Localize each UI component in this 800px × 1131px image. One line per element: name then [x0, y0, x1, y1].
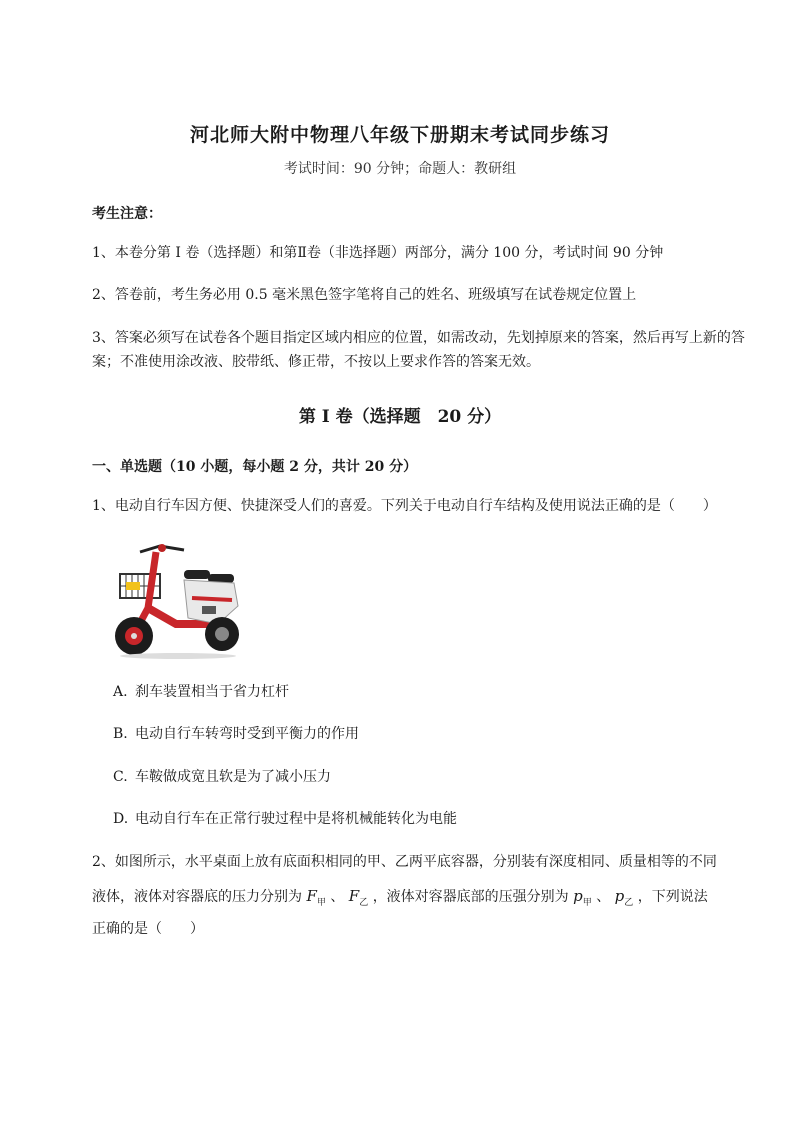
q1-option-d: [113, 808, 457, 828]
force-symbol: F: [306, 887, 317, 905]
notice-title: 考生注意：: [92, 206, 162, 222]
option-letter: D.: [113, 811, 129, 827]
notice-item-1: 1、本卷分第 I 卷（选择题）和第Ⅱ卷（非选择题）两部分，满分 100 分，考试时间 90 分钟: [92, 245, 664, 261]
force-symbol: F: [348, 887, 360, 905]
option-text: 刹车装置相当于省力杠杆: [135, 684, 289, 700]
question-2-line-3: 正确的是（ ）: [92, 921, 204, 937]
subscript-yi: 乙: [624, 898, 634, 908]
option-text: 电动自行车在正常行驶过程中是将机械能转化为电能: [135, 811, 457, 827]
exam-info: 考试时间：90 分钟；命题人：教研组: [283, 161, 517, 177]
option-letter: A.: [113, 684, 128, 700]
question-1-stem: 1、电动自行车因方便、快捷深受人们的喜爱。下列关于电动自行车结构及使用说法正确的是（ ）: [92, 498, 717, 514]
subscript-yi: 乙: [359, 898, 369, 908]
q1-option-c: [113, 766, 331, 786]
section-title: 第 I 卷（选择题 20 分）: [298, 407, 502, 427]
question-2-line-1: 2、如图所示，水平桌面上放有底面积相同的甲、乙两平底容器，分别装有深度相同、质量相等的不同: [92, 854, 717, 870]
subscript-jia: 甲: [316, 898, 326, 908]
q2-text-c: ，下列说法: [637, 889, 708, 905]
q2-text-b: ，液体对容器底部的压强分别为: [372, 889, 569, 905]
pressure-jia: [573, 887, 592, 908]
option-letter: C.: [113, 769, 128, 785]
separator: 、: [596, 889, 611, 905]
q2-text-a: 液体，液体对容器底的压力分别为: [92, 889, 302, 905]
force-jia: [306, 887, 326, 908]
notice-item-2: 2、答卷前，考生务必用 0.5 毫米黑色签字笔将自己的姓名、班级填写在试卷规定位置上: [92, 287, 637, 303]
option-text: 车鞍做成宽且软是为了减小压力: [135, 769, 331, 785]
option-text: 电动自行车转弯时受到平衡力的作用: [135, 726, 359, 742]
force-yi: [348, 887, 369, 908]
subscript-jia: 甲: [582, 898, 592, 908]
notice-item-3: 3、答案必须写在试卷各个题目指定区域内相应的位置，如需改动，先划掉原来的答案，然后再写上新的答案；不准使用涂改液、胶带纸、修正带，不按以上要求作答的答案无效。: [92, 330, 745, 370]
question-2-line-2: [92, 884, 752, 915]
pressure-symbol: p: [573, 887, 583, 905]
part-title: 一、单选题（10 小题，每小题 2 分，共计 20 分）: [92, 459, 418, 475]
separator: 、: [330, 889, 345, 905]
electric-scooter-image: [112, 538, 244, 660]
pressure-yi: [614, 887, 634, 908]
page-title: 河北师大附中物理八年级下册期末考试同步练习: [189, 124, 610, 146]
q1-option-a: [113, 681, 289, 701]
option-letter: B.: [113, 726, 128, 742]
pressure-symbol: p: [614, 887, 625, 905]
q1-option-b: [113, 723, 359, 743]
